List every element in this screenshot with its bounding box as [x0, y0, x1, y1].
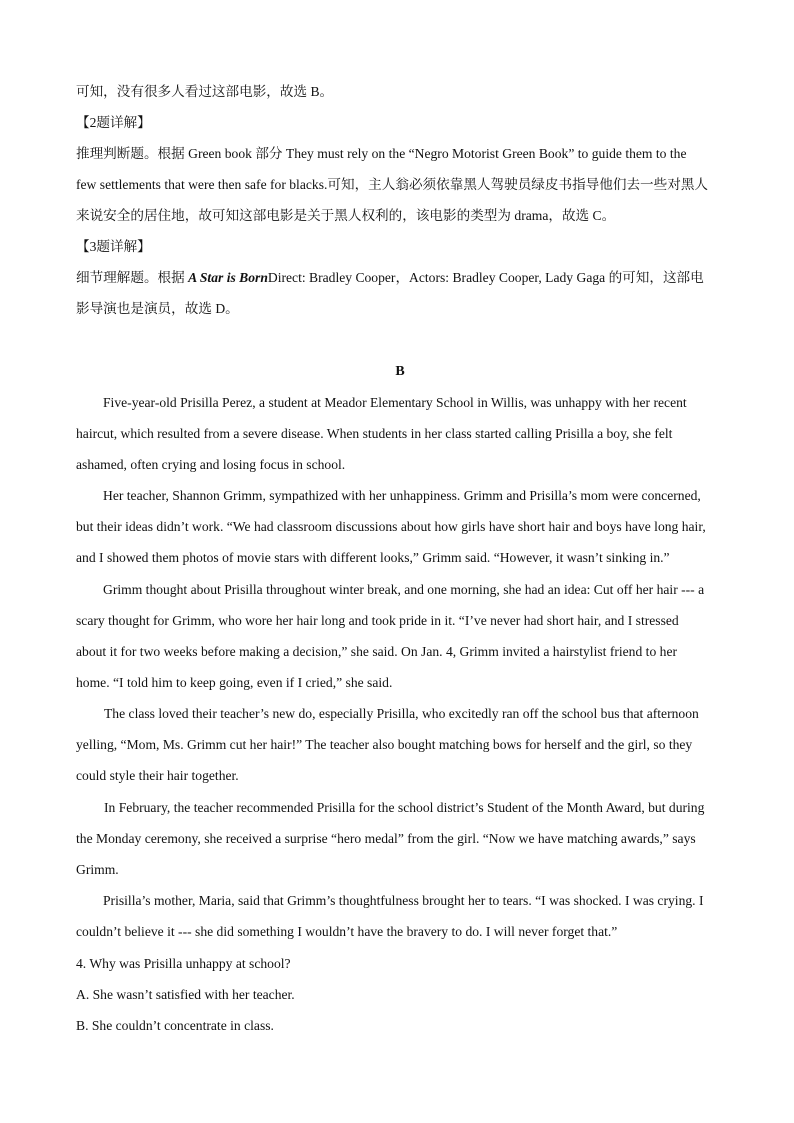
passage-line: Prisilla’s mother, Maria, said that Grimm’s thoughtfulness brought her to tears. “I was shocked. I was crying. I [103, 893, 704, 908]
question-stem: 4. Why was Prisilla unhappy at school? [76, 956, 291, 971]
q3-text-post: Direct: Bradley Cooper，Actors: Bradley Cooper, Lady Gaga 的可知，这部电 [267, 270, 704, 285]
passage-line: the Monday ceremony, she received a surprise “hero medal” from the girl. “Now we have matching awards,” says [76, 831, 696, 846]
passage-line: could style their hair together. [76, 768, 239, 783]
q2-header: 【2题详解】 [76, 115, 151, 130]
q3-explanation-line [76, 269, 704, 287]
passage-title: B [395, 364, 405, 379]
q3-header: 【3题详解】 [76, 239, 151, 254]
q2-explanation-line: 来说安全的居住地，故可知这部电影是关于黑人权利的，该电影的类型为 drama，故选 C。 [76, 208, 616, 223]
q3-text-pre: 细节理解题。根据 [76, 270, 189, 285]
q2-explanation-line: 推理判断题。根据 Green book 部分 They must rely on the “Negro Motorist Green Book” to guide them to the [76, 146, 687, 161]
passage-line: In February, the teacher recommended Prisilla for the school district’s Student of the Month Award, but during [104, 800, 705, 815]
movie-title: A Star is Born [188, 270, 268, 285]
passage-line: yelling, “Mom, Ms. Grimm cut her hair!” The teacher also bought matching bows for herself and the girl, so they [76, 737, 693, 752]
passage-line: Grimm thought about Prisilla throughout winter break, and one morning, she had an idea: Cut off her hair --- a [103, 582, 705, 597]
passage-line: Her teacher, Shannon Grimm, sympathized with her unhappiness. Grimm and Prisilla’s mom were concerned, [103, 488, 701, 503]
passage-line: Five-year-old Prisilla Perez, a student at Meador Elementary School in Willis, was unhappy with her recent [103, 395, 687, 410]
passage-line: haircut, which resulted from a severe disease. When students in her class started calling Prisilla a boy, she felt [76, 426, 673, 441]
q2-explanation-line: few settlements that were then safe for blacks.可知，主人翁必须依靠黑人驾驶员绿皮书指导他们去一些对黑人 [76, 177, 709, 192]
q3-explanation-line: 影导演也是演员，故选 D。 [76, 301, 239, 316]
passage-line: Grimm. [76, 862, 119, 877]
passage-line: home. “I told him to keep going, even if I cried,” she said. [76, 675, 393, 690]
passage-line: scary thought for Grimm, who wore her hair long and took pride in it. “I’ve never had short hair, and I stressed [76, 613, 679, 628]
passage-line: and I showed them photos of movie stars with different looks,” Grimm said. “However, it wasn’t sinking in.” [76, 550, 670, 565]
answer-line: 可知，没有很多人看过这部电影，故选 B。 [76, 84, 334, 99]
option-b: B. She couldn’t concentrate in class. [76, 1018, 274, 1033]
passage-line: ashamed, often crying and losing focus in school. [76, 457, 346, 472]
passage-line: couldn’t believe it --- she did something I wouldn’t have the bravery to do. I will never forget that.” [76, 924, 618, 939]
passage-line: The class loved their teacher’s new do, especially Prisilla, who excitedly ran off the school bus that afternoon [104, 706, 699, 721]
option-a: A. She wasn’t satisfied with her teacher. [76, 987, 295, 1002]
passage-line: but their ideas didn’t work. “We had classroom discussions about how girls have short hair and boys have long hair, [76, 519, 706, 534]
passage-line: about it for two weeks before making a decision,” she said. On Jan. 4, Grimm invited a hairstylist friend to her [76, 644, 677, 659]
